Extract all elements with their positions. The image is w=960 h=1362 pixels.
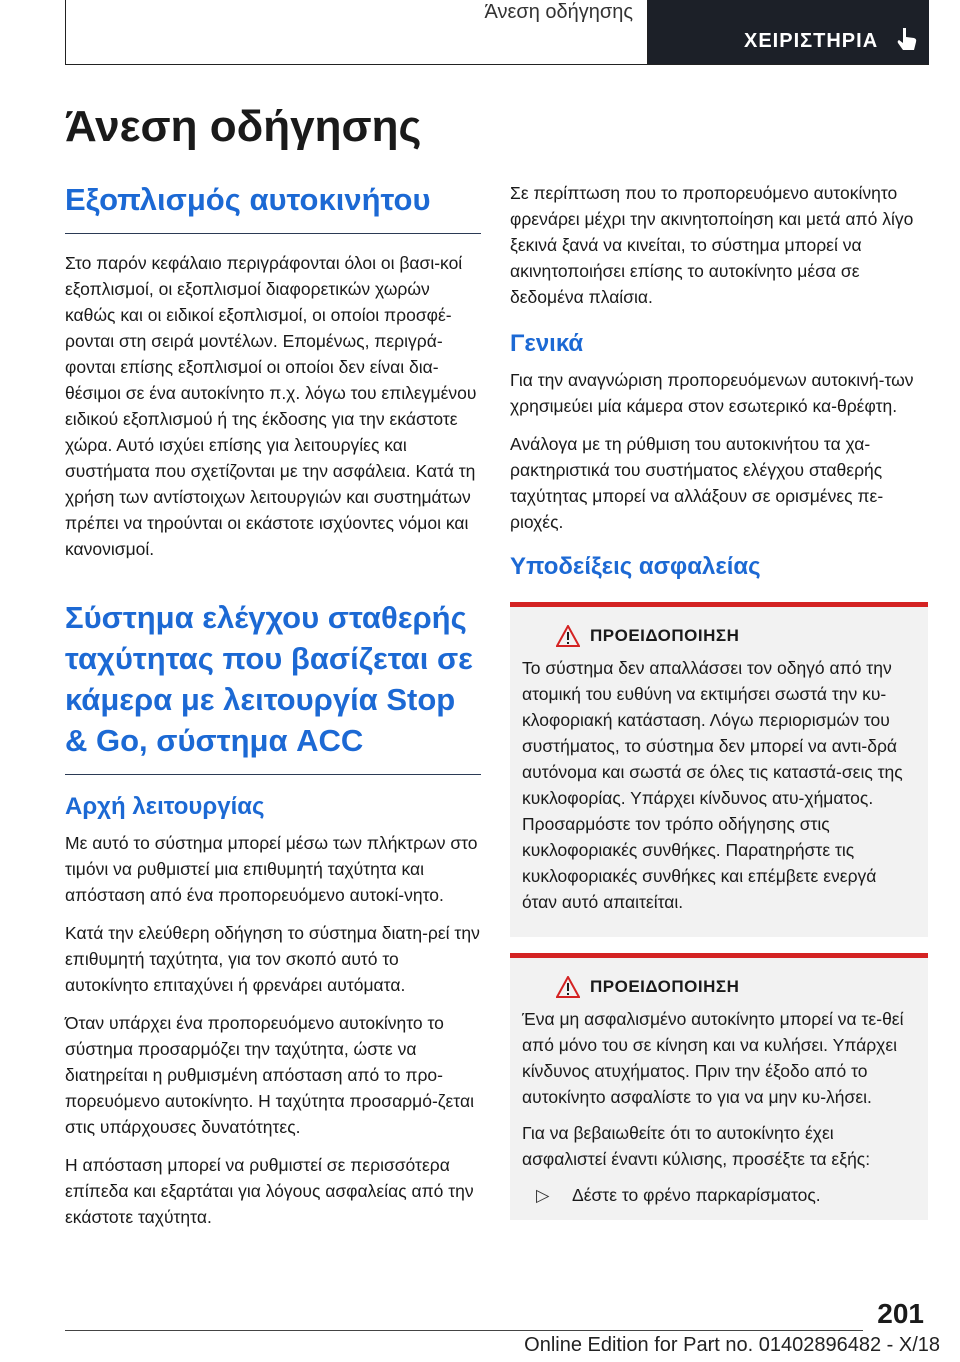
warning-triangle-icon bbox=[556, 625, 580, 647]
hand-pointer-icon bbox=[894, 26, 920, 52]
warning-1-text: Το σύστημα δεν απαλλάσσει τον οδηγό από την ατομική του ευθύνη να εκτιμήσει σωστά την κυ-κλοφοριακή κατάσταση. Λόγω περιορισμών του συστήματος, το σύστημα δεν μπορεί να αντι-δρά αυτόνομα και σωστά σε όλες τις καταστά-σεις της κυκλοφορίας. Υπάρχει κίνδυνος ατυ-χήματος. Προσαρμόστε τον τρόπο οδήγησης στις κυκλοφοριακές συνθήκες. Παρατηρήστε τις κυκλοφοριακές συνθήκες και επέμβετε ενεργά όταν αυτό απαιτείται. bbox=[522, 658, 903, 913]
left-column bbox=[65, 180, 481, 1242]
running-header bbox=[65, 0, 929, 65]
warning-2-text-1: Ένα μη ασφαλισμένο αυτοκίνητο μπορεί να τε-θεί από μόνο του σε κίνηση και να κυλήσει. Υπάρχει κίνδυνος ατυχήματος. Πριν την έξοδο από το αυτοκίνητο ασφαλίστε το για να μην κυ-λήσει. bbox=[522, 1009, 904, 1108]
paragraph-stop-go: Σε περίπτωση που το προπορευόμενο αυτοκίνητο φρενάρει μέχρι την ακινητοποίηση και μετά από λίγο ξεκινά ξανά να κινείται, το σύστημα μπορεί να ακινητοποιήσει επίσης το αυτοκίνητο μέσα σε δεδομένα πλαίσια. bbox=[510, 183, 914, 307]
triangle-bullet-icon: ▷ bbox=[536, 1185, 550, 1206]
list-item-text: Δέστε το φρένο παρκαρίσματος. bbox=[572, 1185, 821, 1206]
paragraph-general-2: Ανάλογα με τη ρύθμιση του αυτοκινήτου τα χα-ρακτηριστικά του συστήματος ελέγχου σταθερής ταχύτητας μπορεί να αλλάξουν σε ορισμένες πε-ριοχές. bbox=[510, 434, 884, 533]
paragraph-equipment: Στο παρόν κεφάλαιο περιγράφονται όλοι οι βασι-κοί εξοπλισμοί, οι εξοπλισμοί διαφορετικών χωρών καθώς και οι ειδικοί εξοπλισμοί, οι οποίοι προσφέ-ρονται στη σειρά μοντέλων. Επομένως, περιγρά-φονται επίσης εξοπλισμοί οι οποίοι δεν είναι δια-θέσιμοι σε ένα αυτοκίνητο π.χ. λόγω του επιλεγμένου ειδικού εξοπλισμού ή της έκδοσης για την εκάστοτε χώρα. Αυτό ισχύει επίσης για λειτουργίες και συστήματα που σχετίζονται με την ασφάλεια. Κατά τη χρήση των αντίστοιχων λειτουργιών και συστημάτων πρέπει να τηρούνται οι εκάστοτε ισχύοντες νόμοι και κανονισμοί. bbox=[65, 252, 477, 559]
heading-safety-notes: Υποδείξεις ασφαλείας bbox=[510, 553, 761, 581]
heading-acc-system: Σύστημα ελέγχου σταθερής ταχύτητας που βασίζεται σε κάμερα με λειτουργία Stop & Go, σύστημα ACC bbox=[65, 598, 481, 775]
warning-box-2 bbox=[510, 953, 928, 1220]
page-title: Άνεση οδήγησης bbox=[65, 102, 422, 151]
warning-2-text-2: Για να βεβαιωθείτε ότι το αυτοκίνητο έχει ασφαλιστεί έναντι κύλισης, προσέξτε τα εξής: bbox=[522, 1123, 871, 1170]
header-manual-tab bbox=[648, 0, 929, 64]
header-manual-label: ΧΕΙΡΙΣΤΗΡΙΑ bbox=[744, 30, 879, 52]
right-column bbox=[510, 180, 926, 1220]
warning-title: ΠΡΟΕΙΔΟΠΟΙΗΣΗ bbox=[590, 626, 740, 646]
paragraph-principle-3: Όταν υπάρχει ένα προπορευόμενο αυτοκίνητο το σύστημα προσαρμόζει την ταχύτητα, ώστε να διατηρείται η ρυθμισμένη απόσταση από το προ-πορευόμενο αυτοκίνητο. Η ταχύτητα προσαρμό-ζεται στις υπάρχουσες δυνατότητες. bbox=[65, 1012, 474, 1137]
page-number: 201 bbox=[877, 1298, 924, 1329]
header-section-title: Άνεση οδήγησης bbox=[66, 0, 648, 64]
warning-triangle-icon bbox=[556, 976, 580, 998]
paragraph-general-1: Για την αναγνώριση προπορευόμενων αυτοκινή-των χρησιμεύει μία κάμερα στον εσωτερικό κα-θρέφτη. bbox=[510, 370, 914, 417]
paragraph-principle-2: Κατά την ελεύθερη οδήγηση το σύστημα διατη-ρεί την επιθυμητή ταχύτητα, για τον σκοπό αυτό το αυτοκίνητο επιταχύνει ή φρενάρει αυτόματα. bbox=[65, 922, 480, 995]
heading-vehicle-equipment: Εξοπλισμός αυτοκινήτου bbox=[65, 180, 481, 234]
warning-title: ΠΡΟΕΙΔΟΠΟΙΗΣΗ bbox=[590, 977, 740, 997]
list-item bbox=[522, 1182, 916, 1208]
paragraph-principle-1: Με αυτό το σύστημα μπορεί μέσω των πλήκτρων στο τιμόνι να ρυθμιστεί μια επιθυμητή ταχύτητα και απόσταση από ένα προπορευόμενο αυτοκί-νητο. bbox=[65, 832, 478, 905]
warning-box-1 bbox=[510, 602, 928, 937]
heading-operating-principle: Αρχή λειτουργίας bbox=[65, 792, 265, 820]
footer-divider bbox=[65, 1330, 863, 1331]
paragraph-principle-4: Η απόσταση μπορεί να ρυθμιστεί σε περισσότερα επίπεδα και εξαρτάται για λόγους ασφαλείας από την εκάστοτε ταχύτητα. bbox=[65, 1154, 474, 1227]
footer-edition: Online Edition for Part no. 01402896482 - X/18 bbox=[524, 1334, 940, 1356]
heading-general: Γενικά bbox=[510, 330, 584, 357]
